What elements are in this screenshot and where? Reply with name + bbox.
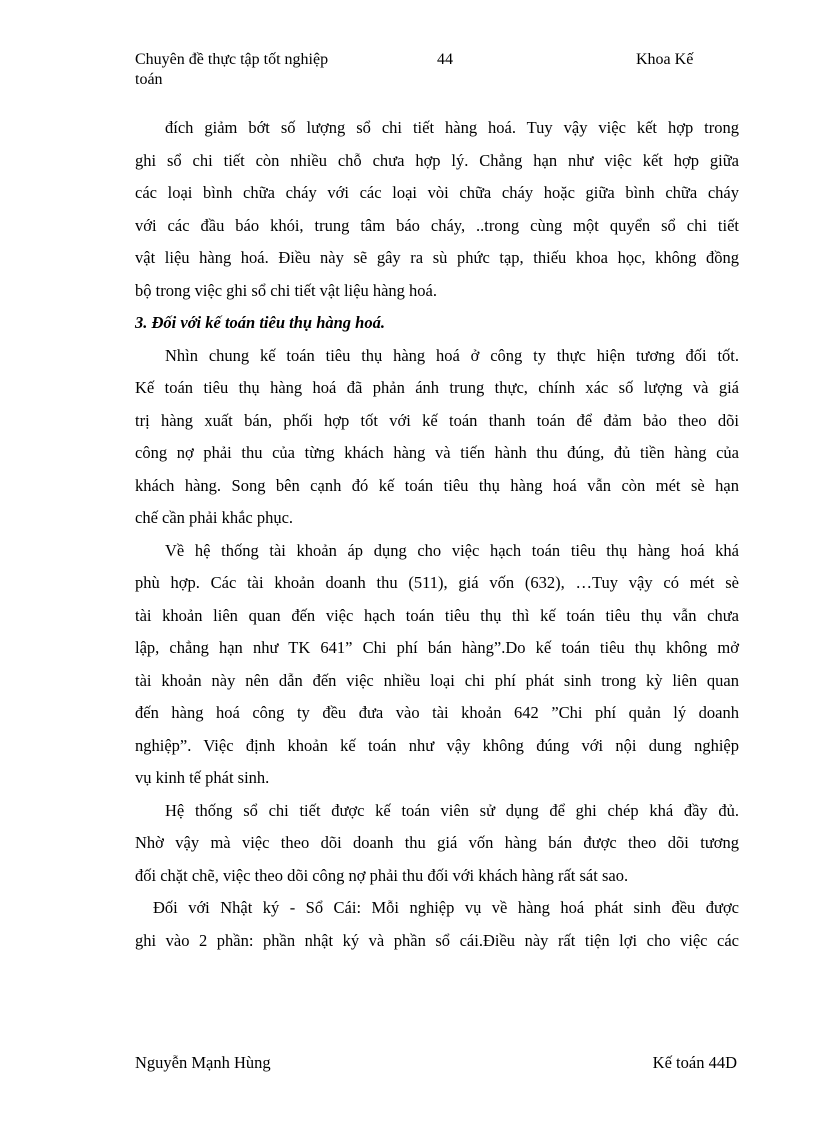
paragraph-line: chế cần phải khắc phục. (135, 508, 294, 527)
paragraph-line: Về hệ thống tài khoản áp dụng cho việc hạch toán tiêu thụ hàng hoá khá (165, 540, 739, 560)
paragraph-line: các loại bình chữa cháy với các loại vòi chữa cháy hoặc giữa bình chữa cháy (135, 183, 739, 202)
paragraph-line: ghi vào 2 phần: phần nhật ký và phần sổ cái.Điều này rất tiện lợi cho việc các (135, 930, 739, 950)
footer-class: Kế toán 44D (652, 1053, 737, 1072)
page-header (135, 50, 735, 90)
paragraph-line: bộ trong việc ghi sổ chi tiết vật liệu hàng hoá. (135, 280, 437, 300)
paragraph-line: phù hợp. Các tài khoản doanh thu (511), giá vốn (632), …Tuy vậy có mét sè (135, 573, 739, 592)
paragraph-line: công nợ phải thu của từng khách hàng và tiến hành thu đúng, đủ tiền hàng của (135, 443, 739, 462)
paragraph-line: ghi sổ chi tiết còn nhiều chỗ chưa hợp lý. Chẳng hạn như việc kết hợp giữa (135, 150, 739, 170)
footer-author: Nguyễn Mạnh Hùng (135, 1053, 271, 1072)
section-heading: 3. Đối với kế toán tiêu thụ hàng hoá. (135, 313, 385, 332)
header-department: Khoa Kế (636, 51, 694, 68)
paragraph-line: Nhờ vậy mà việc theo dõi doanh thu giá vốn hàng bán được theo dõi tương (135, 833, 739, 852)
paragraph-line: Đối với Nhật ký - Sổ Cái: Mỗi nghiệp vụ về hàng hoá phát sinh đều được (153, 898, 739, 917)
paragraph-line: Kế toán tiêu thụ hàng hoá đã phản ánh trung thực, chính xác số lượng và giá (135, 378, 739, 397)
paragraph-line: lập, chẳng hạn như TK 641” Chi phí bán hàng”.Do kế toán tiêu thụ không mở (135, 638, 739, 657)
paragraph-line: tài khoản liên quan đến việc hạch toán tiêu thụ thì kế toán tiêu thụ vẫn chưa (135, 605, 739, 625)
paragraph-line: trị hàng xuất bán, phối hợp tốt với kế toán thanh toán để đảm bảo theo dõi (135, 410, 739, 430)
paragraph-line: nghiệp”. Việc định khoản kế toán như vậy không đúng với nội dung nghiệp (135, 735, 739, 755)
paragraph-line: vật liệu hàng hoá. Điều này sẽ gây ra sù phức tạp, thiếu khoa học, không đồng (135, 248, 739, 267)
paragraph-line: khách hàng. Song bên cạnh đó kế toán tiêu thụ hàng hoá vẫn còn mét sè hạn (135, 475, 739, 495)
paragraph-line: đến hàng hoá công ty đều đưa vào tài khoản 642 ”Chi phí quản lý doanh (135, 703, 739, 722)
paragraph-line: tài khoản này nên dẫn đến việc nhiều loại chi phí phát sinh trong kỳ liên quan (135, 670, 739, 690)
page-number: 44 (437, 51, 453, 68)
paragraph-line: với các đầu báo khói, trung tâm báo cháy, ..trong cùng một quyển sổ chi tiết (135, 215, 739, 235)
paragraph-line: Hệ thống sổ chi tiết được kế toán viên sử dụng để ghi chép khá đầy đủ. (165, 800, 739, 820)
paragraph-line: Nhìn chung kế toán tiêu thụ hàng hoá ở công ty thực hiện tương đối tốt. (165, 345, 739, 365)
header-title: Chuyên đề thực tập tốt nghiệp (135, 51, 329, 68)
paragraph-line: đối chặt chẽ, việc theo dõi công nợ phải thu đối với khách hàng rất sát sao. (135, 865, 629, 885)
header-title-wrap: toán (135, 71, 163, 88)
paragraph-line: đích giảm bớt số lượng sổ chi tiết hàng hoá. Tuy vậy việc kết hợp trong (165, 118, 739, 137)
paragraph-line: vụ kinh tế phát sinh. (135, 768, 270, 787)
document-body (135, 112, 739, 957)
